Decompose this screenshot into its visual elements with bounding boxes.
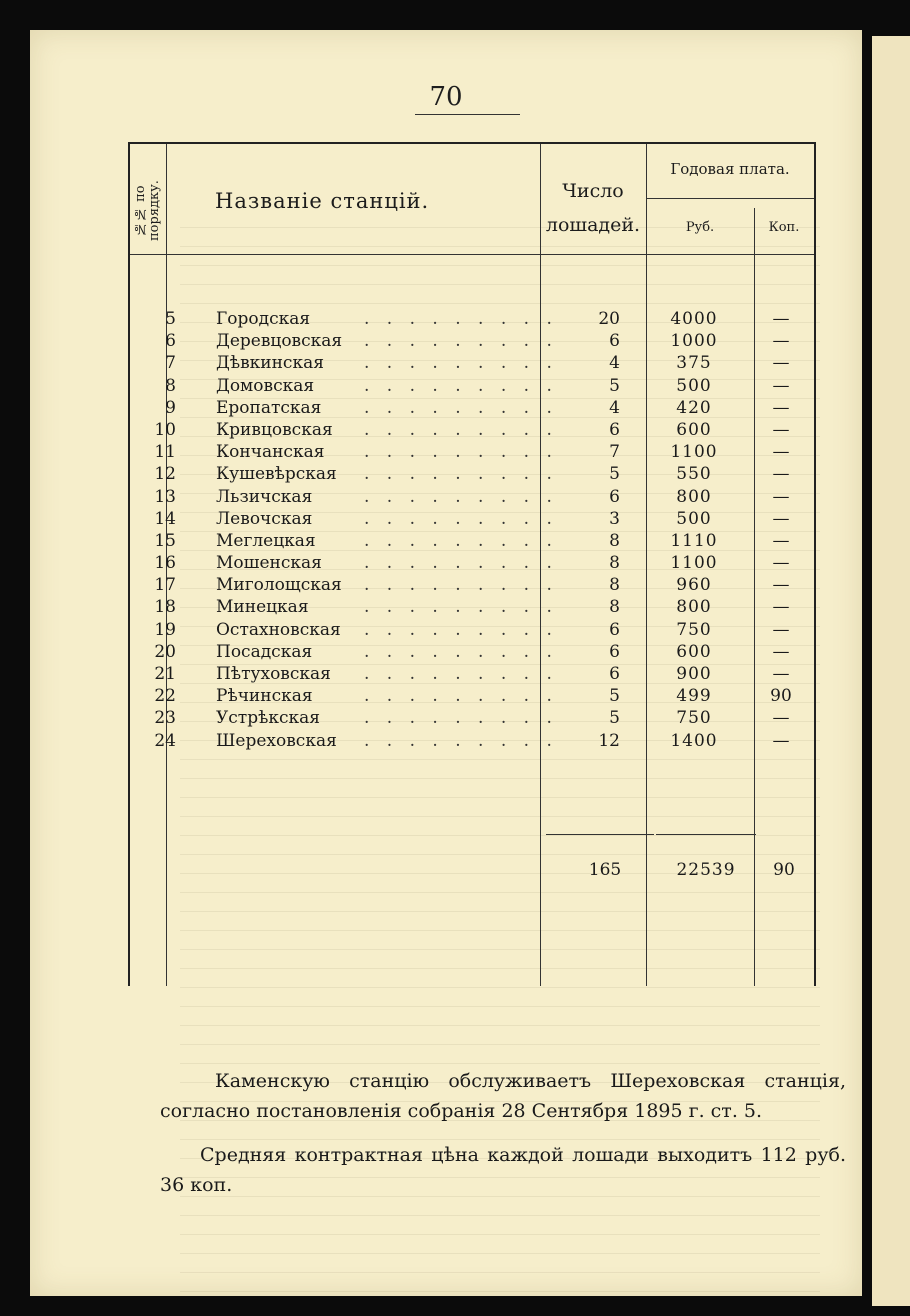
annual-pay-rule (646, 198, 814, 199)
row-number: 20 (154, 641, 176, 662)
row-number: 14 (154, 508, 176, 529)
header-annual-pay: Годовая плата. (670, 160, 790, 178)
table-row (128, 375, 812, 397)
sum-rule-count (546, 834, 654, 835)
pay-kop: — (772, 553, 790, 574)
leader-dots: . . . . . . . . . (364, 331, 558, 352)
station-name: Городская (216, 309, 311, 329)
pay-kop: — (772, 508, 790, 529)
horse-count: 7 (609, 442, 620, 463)
pay-kop: — (772, 708, 790, 729)
horse-count: 4 (609, 397, 620, 418)
row-number: 17 (154, 575, 176, 596)
pay-rub: 800 (676, 486, 712, 507)
horse-count: 6 (609, 331, 620, 352)
pay-kop: — (772, 331, 790, 352)
horse-count: 5 (609, 375, 620, 396)
header-kop: Коп. (768, 220, 800, 235)
row-number: 6 (165, 331, 176, 352)
pay-kop: — (772, 619, 790, 640)
leader-dots: . . . . . . . . . (364, 553, 558, 574)
station-name: Шереховская (216, 730, 337, 751)
pay-kop: — (772, 641, 790, 662)
leader-dots: . . . . . . . . . (364, 309, 558, 329)
leader-dots: . . . . . . . . . (364, 619, 558, 640)
pay-kop: — (772, 530, 790, 551)
leader-dots: . . . . . . . . . (364, 419, 558, 440)
total-rub: 22539 (676, 860, 736, 880)
leader-dots: . . . . . . . . . (364, 464, 558, 485)
pay-kop: — (772, 442, 790, 463)
table-body (128, 308, 812, 752)
table-row (128, 530, 812, 552)
table-row (128, 486, 812, 508)
header-rub: Руб. (685, 220, 715, 235)
pay-rub: 1400 (670, 730, 718, 751)
pay-rub: 4000 (670, 309, 718, 329)
pay-rub: 800 (676, 597, 712, 618)
leader-dots: . . . . . . . . . (364, 353, 558, 374)
page-number-rule (415, 114, 520, 115)
row-number: 9 (165, 397, 176, 418)
station-name: Левочская (216, 508, 313, 529)
pay-rub: 550 (676, 464, 712, 485)
table-row (128, 508, 812, 530)
pay-kop: — (772, 419, 790, 440)
table-row (128, 419, 812, 441)
leader-dots: . . . . . . . . . (364, 664, 558, 684)
station-name: Миголощская (216, 575, 342, 596)
leader-dots: . . . . . . . . . (364, 686, 558, 707)
station-name: Меглецкая (216, 530, 316, 551)
table-row (128, 619, 812, 641)
pay-kop: — (772, 664, 790, 684)
note-paragraph-kamenskaya: Каменскую станцію обслуживаетъ Шереховская станція, согласно постановленія собранія 28 Сентября 1895 г. ст. 5. (160, 1070, 846, 1122)
pay-rub: 600 (676, 419, 712, 440)
row-number: 12 (154, 464, 176, 485)
table-row (128, 330, 812, 352)
row-number: 23 (154, 708, 176, 729)
station-name: Посадская (216, 641, 313, 662)
horse-count: 8 (609, 575, 620, 596)
leader-dots: . . . . . . . . . (364, 486, 558, 507)
row-number: 5 (165, 309, 176, 329)
pay-rub: 500 (676, 375, 712, 396)
table-row (128, 574, 812, 596)
pay-kop: — (772, 575, 790, 596)
table-row (128, 397, 812, 419)
horse-count: 6 (609, 486, 620, 507)
station-name: Дѣвкинская (216, 353, 324, 374)
row-number: 18 (154, 597, 176, 618)
table-row (128, 663, 812, 685)
table-row (128, 441, 812, 463)
horse-count: 6 (609, 419, 620, 440)
station-name: Устрѣкская (216, 708, 320, 729)
row-number: 24 (154, 730, 176, 751)
station-name: Кончанская (216, 442, 325, 463)
pay-kop: — (772, 597, 790, 618)
pay-rub: 1100 (670, 553, 718, 574)
horse-count: 8 (609, 553, 620, 574)
station-name: Домовская (216, 375, 315, 396)
table-row (128, 685, 812, 707)
row-number: 21 (154, 664, 176, 684)
total-horse-count: 165 (588, 860, 622, 880)
station-name: Пѣтуховская (216, 664, 331, 684)
table-row (128, 641, 812, 663)
pay-rub: 600 (676, 641, 712, 662)
pay-rub: 750 (676, 619, 712, 640)
station-name: Минецкая (216, 597, 309, 618)
horse-count: 6 (609, 641, 620, 662)
station-name: Кривцовская (216, 419, 333, 440)
table-row (128, 352, 812, 374)
note-paragraph-average-price: Средняя контрактная цѣна каждой лошади выходитъ 112 руб. 36 коп. (160, 1144, 846, 1196)
horse-count: 4 (609, 353, 620, 374)
header-bottom-rule (130, 254, 814, 255)
horse-count: 8 (609, 597, 620, 618)
station-name: Кушевѣрская (216, 464, 337, 485)
row-number: 10 (154, 419, 176, 440)
table-row (128, 707, 812, 729)
sum-rule-rub (656, 834, 756, 835)
row-number: 19 (154, 619, 176, 640)
pay-kop: — (772, 309, 790, 329)
pay-rub: 1110 (670, 530, 718, 551)
leader-dots: . . . . . . . . . (364, 575, 558, 596)
pay-kop: — (772, 353, 790, 374)
horse-count: 5 (609, 686, 620, 707)
row-number: 13 (154, 486, 176, 507)
pay-rub: 960 (676, 575, 712, 596)
pay-kop: — (772, 730, 790, 751)
horse-count: 6 (609, 619, 620, 640)
pay-kop: — (772, 397, 790, 418)
total-kop: 90 (773, 860, 795, 880)
table-row (128, 552, 812, 574)
leader-dots: . . . . . . . . . (364, 641, 558, 662)
pay-rub: 1000 (670, 331, 718, 352)
table-row (128, 596, 812, 618)
table-row (128, 463, 812, 485)
leader-dots: . . . . . . . . . (364, 442, 558, 463)
row-number: 22 (154, 686, 176, 707)
header-horse-count: Число лошадей. (545, 180, 641, 236)
row-number: 7 (165, 353, 176, 374)
book-page (30, 30, 862, 1296)
next-page-edge (872, 36, 910, 1306)
row-number: 11 (154, 442, 176, 463)
pay-kop: — (772, 486, 790, 507)
horse-count: 12 (598, 730, 620, 751)
station-name: Еропатская (216, 397, 322, 418)
table-row (128, 308, 812, 330)
leader-dots: . . . . . . . . . (364, 730, 558, 751)
station-name: Рѣчинская (216, 686, 313, 707)
header-station-name: Названіе станцій. (215, 189, 430, 213)
leader-dots: . . . . . . . . . (364, 597, 558, 618)
horse-count: 8 (609, 530, 620, 551)
pay-rub: 499 (676, 686, 712, 707)
row-number: 16 (154, 553, 176, 574)
horse-count: 3 (609, 508, 620, 529)
leader-dots: . . . . . . . . . (364, 397, 558, 418)
station-name: Остахновская (216, 619, 341, 640)
pay-rub: 420 (676, 397, 712, 418)
pay-rub: 500 (676, 508, 712, 529)
pay-kop: 90 (770, 686, 792, 707)
horse-count: 6 (609, 664, 620, 684)
leader-dots: . . . . . . . . . (364, 375, 558, 396)
station-name: Деревцовская (216, 331, 343, 352)
pay-rub: 900 (676, 664, 712, 684)
pay-rub: 1100 (670, 442, 718, 463)
horse-count: 5 (609, 708, 620, 729)
leader-dots: . . . . . . . . . (364, 508, 558, 529)
pay-kop: — (772, 464, 790, 485)
pay-rub: 375 (676, 353, 712, 374)
row-number: 8 (165, 375, 176, 396)
horse-count: 5 (609, 464, 620, 485)
pay-kop: — (772, 375, 790, 396)
header-number: №№ по порядку. (133, 180, 162, 242)
row-number: 15 (154, 530, 176, 551)
horse-count: 20 (598, 309, 620, 329)
table-row (128, 730, 812, 752)
leader-dots: . . . . . . . . . (364, 530, 558, 551)
leader-dots: . . . . . . . . . (364, 708, 558, 729)
pay-rub: 750 (676, 708, 712, 729)
page-number: 70 (429, 82, 463, 112)
station-name: Льзичская (216, 486, 313, 507)
station-name: Мошенская (216, 553, 322, 574)
